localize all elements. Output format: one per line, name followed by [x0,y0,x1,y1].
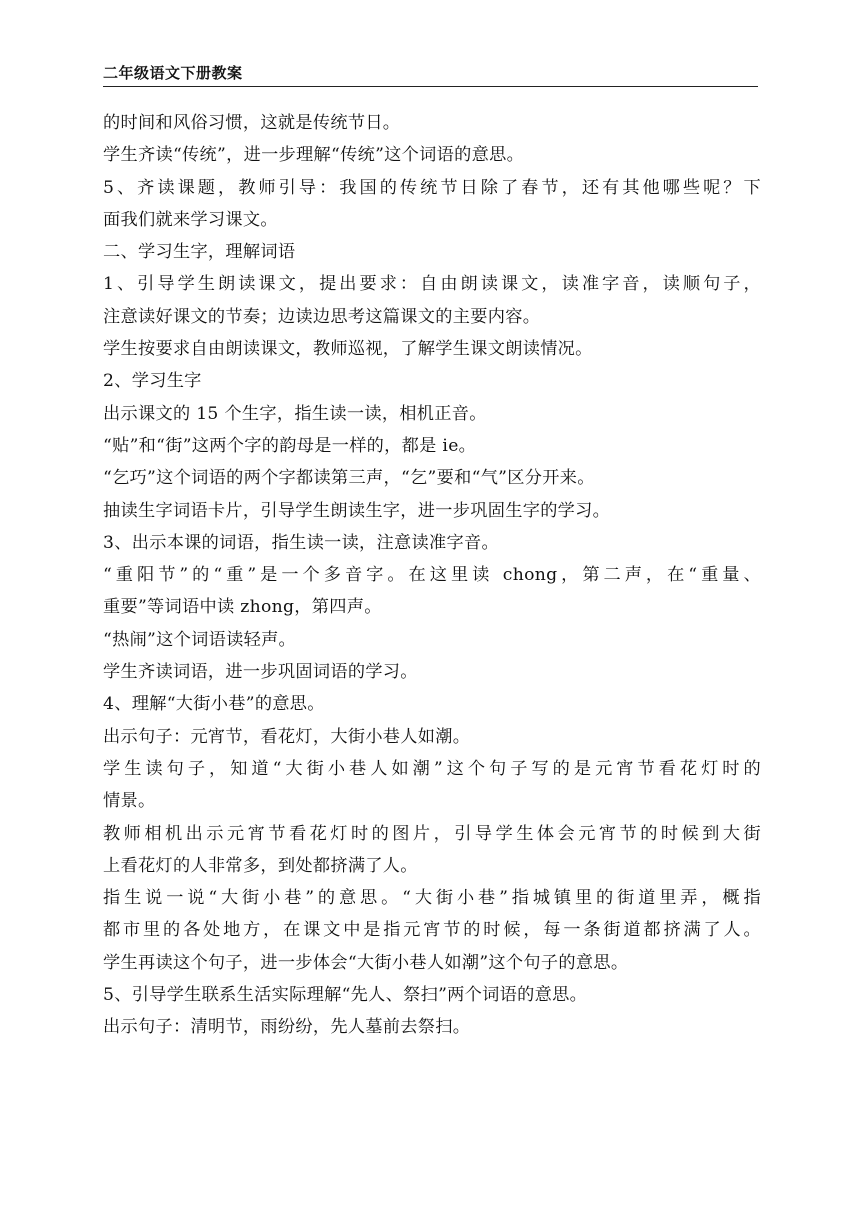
text-line: “贴”和“街”这两个字的韵母是一样的，都是 ie。 [103,435,477,456]
text-line: 出示课文的 15 个生字，指生读一读，相机正音。 [103,403,487,424]
text-line: 面我们就来学习课文。 [103,209,278,230]
text-line: 2、学习生字 [103,371,202,392]
text-line: 学生再读这个句子，进一步体会“大街小巷人如潮”这个句子的意思。 [103,952,629,973]
text-line: 指生说一说“大街小巷”的意思。“大街小巷”指城镇里的街道里弄，概指 [103,888,761,909]
text-line: 二、学习生字，理解词语 [103,242,296,263]
text-line: “热闹”这个词语读轻声。 [103,629,297,650]
document-body [103,107,761,1044]
text-line: 出示句子：清明节，雨纷纷，先人墓前去祭扫。 [103,1017,471,1038]
text-line: 出示句子：元宵节，看花灯，大街小巷人如潮。 [103,726,471,747]
text-line: 注意读好课文的节奏；边读边思考这篇课文的主要内容。 [103,306,541,327]
text-line: 的时间和风俗习惯，这就是传统节日。 [103,113,401,133]
text-line: “重阳节”的“重”是一个多音字。在这里读 chong，第二声，在“重量、 [103,565,761,586]
text-line: 情景。 [103,791,156,812]
text-line: 5、齐读课题，教师引导：我国的传统节日除了春节，还有其他哪些呢？下 [103,177,761,198]
text-line: 3、出示本课的词语，指生读一读，注意读准字音。 [103,532,499,553]
page-header [103,62,758,87]
text-line: 学生按要求自由朗读课文，教师巡视，了解学生课文朗读情况。 [103,339,593,360]
text-line: 抽读生字词语卡片，引导学生朗读生字，进一步巩固生字的学习。 [103,500,611,521]
text-line: 教师相机出示元宵节看花灯时的图片，引导学生体会元宵节的时候到大街 [103,823,761,844]
text-line: 重要”等词语中读 zhong，第四声。 [103,597,382,618]
text-line: “乞巧”这个词语的两个字都读第三声，“乞”要和“气”区分开来。 [103,468,595,489]
text-line: 都市里的各处地方，在课文中是指元宵节的时候，每一条街道都挤满了人。 [103,920,761,941]
text-line: 学生齐读“传统”，进一步理解“传统”这个词语的意思。 [103,145,525,166]
text-line: 学生齐读词语，进一步巩固词语的学习。 [103,662,418,683]
text-line: 学生读句子，知道“大街小巷人如潮”这个句子写的是元宵节看花灯时的 [103,758,761,779]
text-line: 5、引导学生联系生活实际理解“先人、祭扫”两个词语的意思。 [103,985,588,1006]
header-title: 二年级语文下册教案 [103,64,243,82]
text-line: 上看花灯的人非常多，到处都挤满了人。 [103,855,418,876]
text-line: 4、理解“大街小巷”的意思。 [103,694,325,715]
text-line: 1、引导学生朗读课文，提出要求：自由朗读课文，读准字音，读顺句子， [103,274,761,295]
